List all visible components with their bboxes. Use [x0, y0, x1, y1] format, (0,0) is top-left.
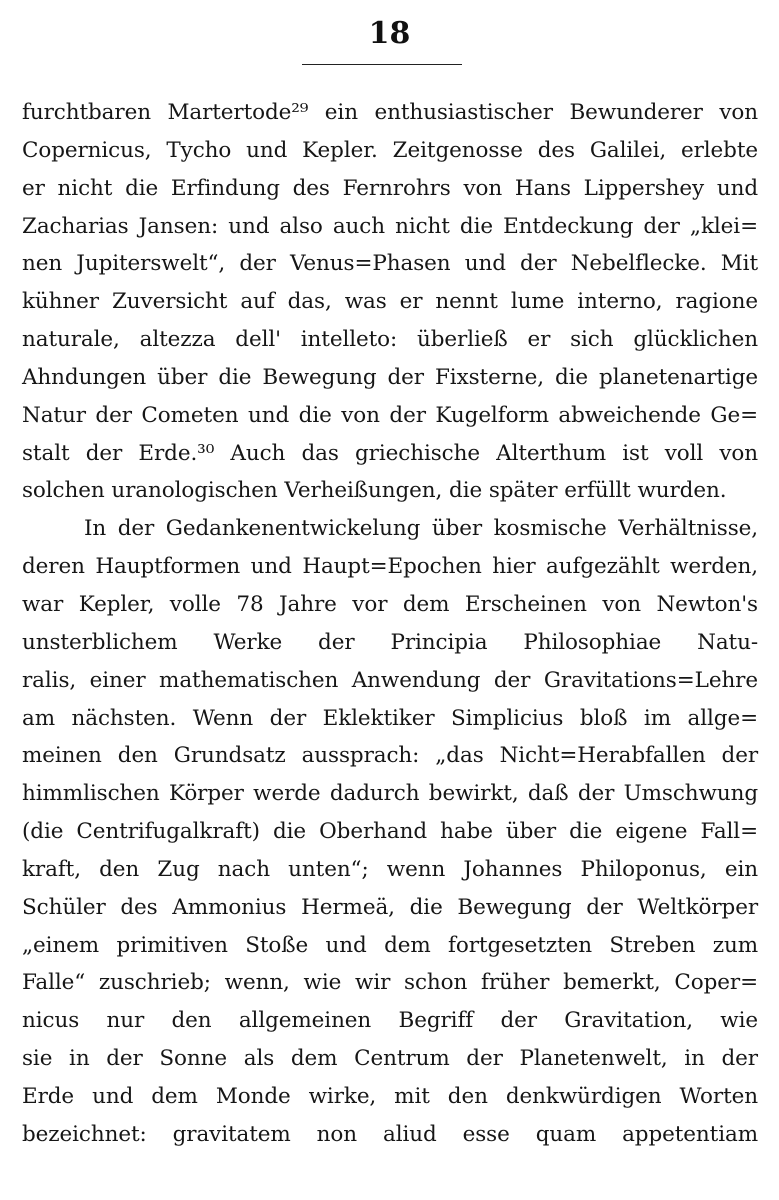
text-line: kühner Zuversicht auf das, was er nennt lume interno, ragione — [22, 289, 758, 315]
text-line: Zacharias Jansen: und also auch nicht die Entdeckung der „klei= — [22, 213, 758, 239]
text-line: Erde und dem Monde wirke, mit den denkwürdigen Worten — [22, 1083, 758, 1109]
text-line: Falle“ zuschrieb; wenn, wie wir schon früher bemerkt, Coper= — [22, 970, 758, 996]
text-line: himmlischen Körper werde dadurch bewirkt, daß der Umschwung — [22, 781, 758, 807]
text-line: er nicht die Erfindung des Fernrohrs von Hans Lippershey und — [22, 175, 758, 201]
header-rule — [302, 64, 462, 65]
text-line: nicus nur den allgemeinen Begriff der Gravitation, wie — [22, 1008, 758, 1034]
text-line: Ahndungen über die Bewegung der Fixsterne, die planetenartige — [22, 364, 758, 390]
text-line: unsterblichem Werke der Principia Philosophiae Natu- — [22, 629, 758, 655]
text-line: meinen den Grundsatz aussprach: „das Nicht=Herabfallen der — [22, 743, 758, 769]
text-line: ralis, einer mathematischen Anwendung der Gravitations=Lehre — [22, 667, 758, 693]
text-line: Schüler des Ammonius Hermeä, die Bewegung der Weltkörper — [22, 894, 758, 920]
text-line: „einem primitiven Stoße und dem fortgesetzten Streben zum — [22, 932, 758, 958]
text-line: war Kepler, volle 78 Jahre vor dem Erscheinen von Newton's — [22, 591, 758, 617]
text-line: naturale, altezza dell' intelleto: überließ er sich glücklichen — [22, 327, 758, 353]
body-text — [22, 94, 758, 1154]
text-line: furchtbaren Martertode²⁹ ein enthusiastischer Bewunderer von — [22, 100, 758, 125]
text-line: bezeichnet: gravitatem non aliud esse quam appetentiam — [22, 1121, 758, 1147]
paragraph-first-line: In der Gedankenentwickelung über kosmische Verhältnisse, — [84, 516, 758, 542]
text-line: sie in der Sonne als dem Centrum der Planetenwelt, in der — [22, 1046, 758, 1072]
text-line: (die Centrifugalkraft) die Oberhand habe über die eigene Fall= — [22, 819, 758, 845]
text-line: am nächsten. Wenn der Eklektiker Simplicius bloß im allge= — [22, 705, 758, 731]
text-line: Natur der Cometen und die von der Kugelform abweichende Ge= — [22, 402, 758, 428]
text-line: nen Jupiterswelt“, der Venus=Phasen und der Nebelflecke. Mit — [22, 251, 758, 277]
page-number: 18 — [368, 16, 411, 51]
text-line: kraft, den Zug nach unten“; wenn Johannes Philoponus, ein — [22, 856, 758, 882]
text-line: Copernicus, Tycho und Kepler. Zeitgenosse des Galilei, erlebte — [22, 137, 758, 163]
text-line: deren Hauptformen und Haupt=Epochen hier aufgezählt werden, — [22, 554, 758, 580]
text-line: solchen uranologischen Verheißungen, die später erfüllt wurden. — [22, 478, 727, 504]
text-line: stalt der Erde.³⁰ Auch das griechische Alterthum ist voll von — [22, 440, 758, 466]
